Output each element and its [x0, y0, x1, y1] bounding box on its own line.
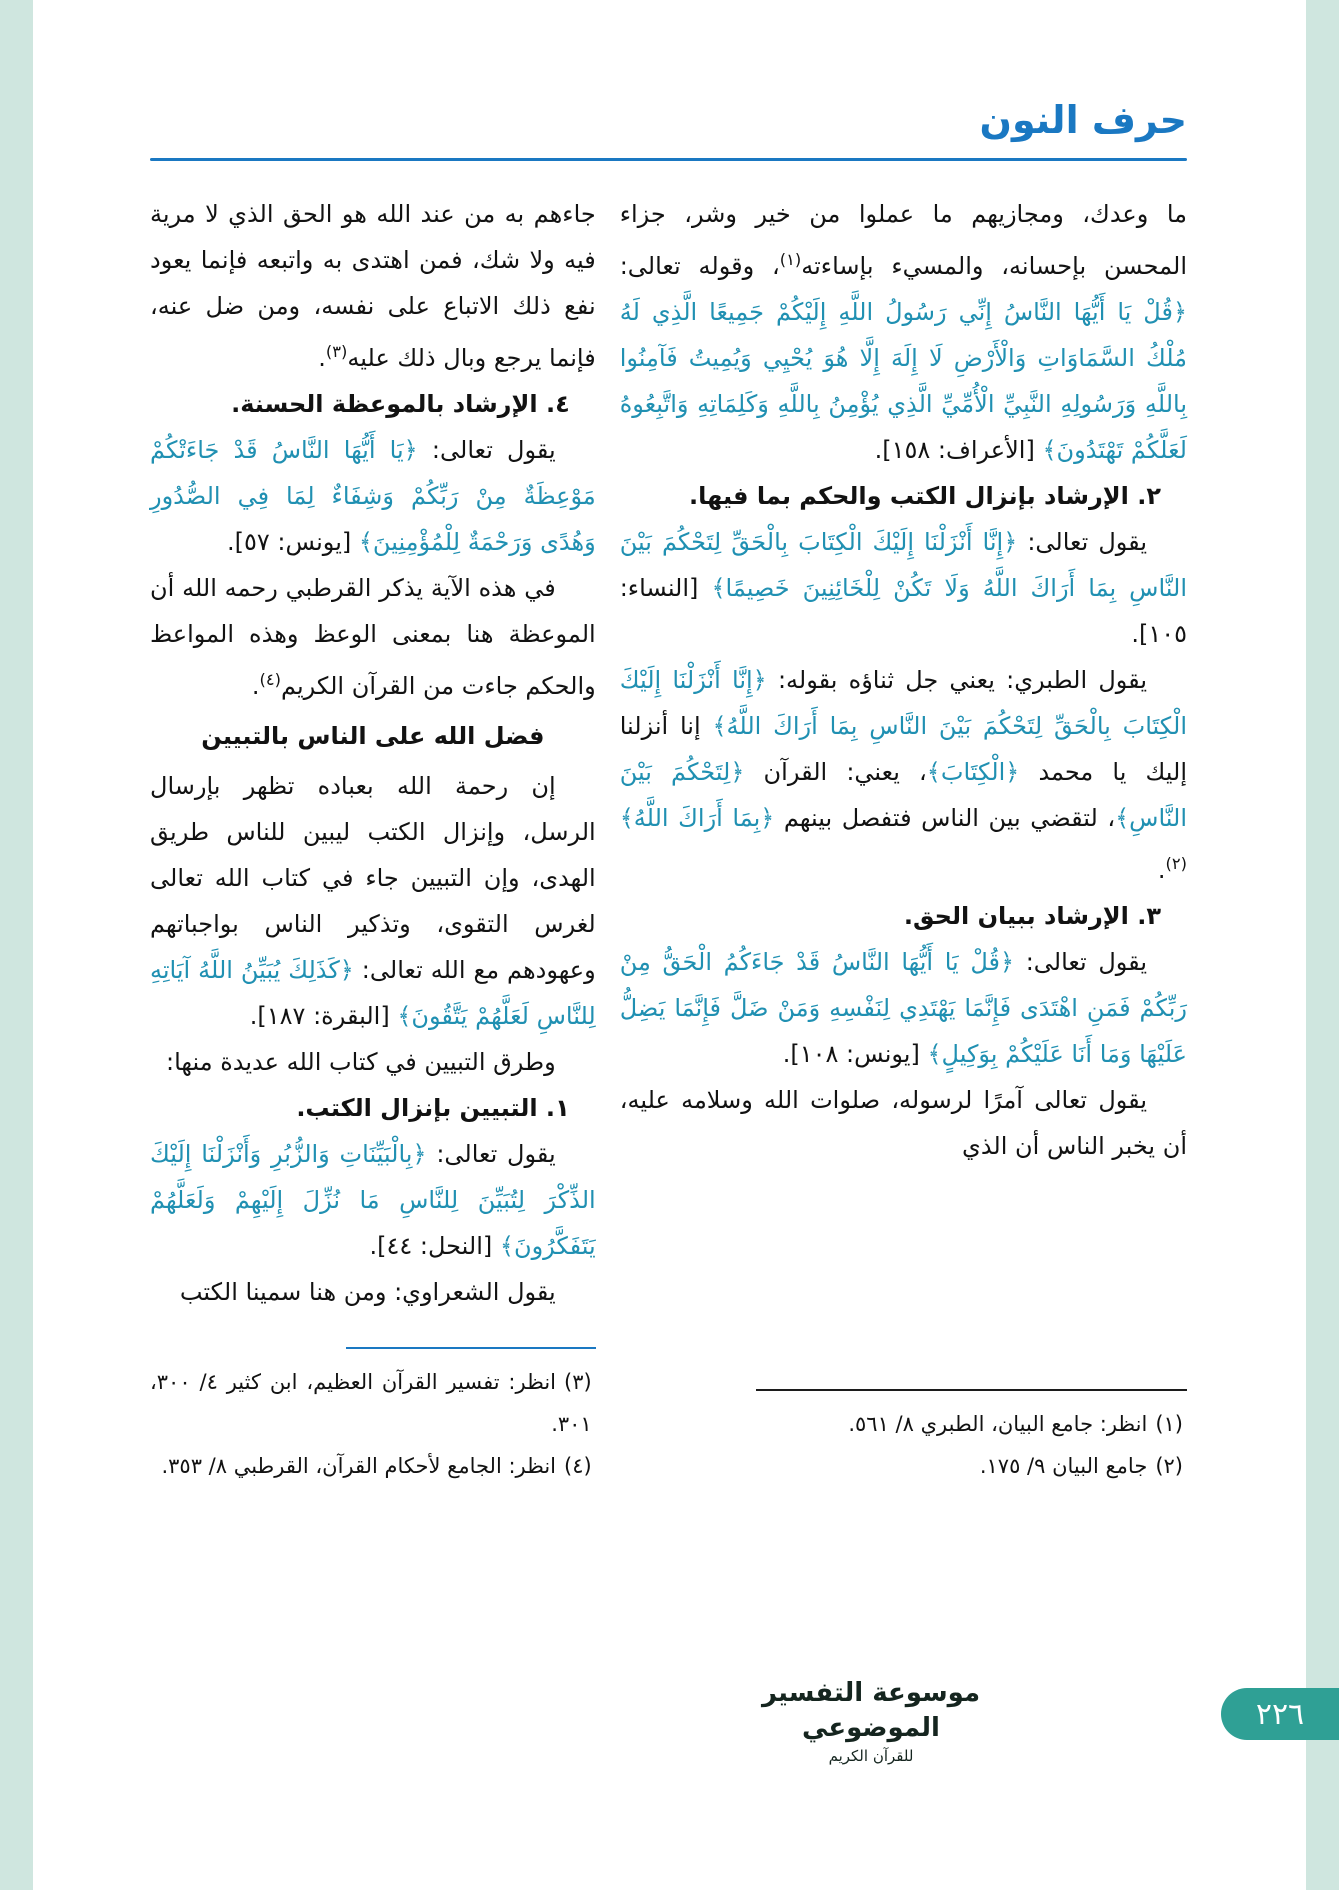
- publisher-logo: [721, 1676, 1021, 1767]
- body-text: يقول تعالى:: [417, 435, 556, 464]
- body-text: في هذه الآية يذكر القرطبي رحمه الله أن الموعظة هنا بمعنى الوعظ وهذه المواعظ والحكم جاءت من القرآن الكريم: [150, 573, 596, 700]
- paragraph: [150, 1039, 596, 1085]
- quran-verse: ﴿بِالْبَيِّنَاتِ وَالزُّبُرِ وَأَنْزَلْنَا إِلَيْكَ الذِّكْرَ لِتُبَيِّنَ لِلنَّاسِ مَا نُزِّلَ إِلَيْهِمْ وَلَعَلَّهُمْ يَتَفَكَّرُونَ﴾: [150, 1139, 596, 1260]
- page-number-badge: ٢٢٦: [1221, 1688, 1339, 1740]
- quran-verse: ﴿إِنَّا أَنْزَلْنَا إِلَيْكَ الْكِتَابَ بِالْحَقِّ لِتَحْكُمَ بَيْنَ النَّاسِ بِمَا أَرَاكَ اللَّهُ﴾: [619, 665, 1188, 740]
- quran-verse: ﴿إِنَّا أَنْزَلْنَا إِلَيْكَ الْكِتَابَ بِالْحَقِّ لِتَحْكُمَ بَيْنَ النَّاسِ بِمَا أَرَاكَ اللَّهُ وَلَا تَكُنْ لِلْخَائِنِينَ خَصِيمًا﴾: [619, 527, 1187, 602]
- body-text: يقول تعالى:: [426, 1139, 556, 1168]
- two-column-text: [150, 191, 1187, 1487]
- body-text: يقول الشعراوي: ومن هنا سمينا الكتب: [179, 1277, 556, 1306]
- column-right: [620, 191, 1187, 1487]
- paragraph: [150, 191, 596, 381]
- column-left-footnotes: [150, 1339, 596, 1487]
- footnote-text: انظر: الجامع لأحكام القرآن، القرطبي ٨/ ٣٥٣.: [161, 1453, 557, 1478]
- body-text: يقول تعالى آمرًا لرسوله، صلوات الله وسلامه عليه، أن يخبر الناس أن الذي: [619, 1085, 1187, 1160]
- column-right-paragraphs: [620, 191, 1187, 1169]
- body-text: ٣. الإرشاد ببيان الحق.: [903, 901, 1161, 930]
- footnote: [620, 1403, 1187, 1445]
- quran-verse: ﴿الْكِتَابَ﴾: [926, 757, 1020, 786]
- header-divider: [150, 158, 1187, 161]
- body-text: .: [318, 343, 326, 372]
- footnote-marker: (٣): [325, 341, 348, 361]
- paragraph: [620, 1077, 1187, 1169]
- paragraph: [150, 763, 596, 1039]
- section-heading: [150, 381, 596, 427]
- body-text: ، يعني: القرآن: [744, 757, 927, 786]
- footnote-text: انظر: جامع البيان، الطبري ٨/ ٥٦١.: [848, 1411, 1148, 1436]
- quran-verse: ﴿بِمَا أَرَاكَ اللَّهُ﴾: [619, 803, 775, 832]
- footnote-list-left: [150, 1361, 596, 1487]
- body-text: فضل الله على الناس بالتبيين: [201, 721, 545, 750]
- paragraph: [150, 565, 596, 709]
- paragraph: [620, 657, 1187, 893]
- verse-reference: [يونس: ١٠٨].: [782, 1039, 920, 1068]
- logo-subtitle: للقرآن الكريم: [828, 1747, 914, 1766]
- verse-reference: [يونس: ٥٧].: [227, 527, 352, 556]
- quran-verse: ﴿قُلْ يَا أَيُّهَا النَّاسُ إِنِّي رَسُولُ اللَّهِ إِلَيْكُمْ جَمِيعًا الَّذِي لَهُ مُلْكُ السَّمَاوَاتِ وَالْأَرْضِ لَا إِلَهَ إِلَّا هُوَ يُحْيِي وَيُمِيتُ فَآمِنُوا بِاللَّهِ وَرَسُولِهِ النَّبِيِّ الْأُمِّيِّ الَّذِي يُؤْمِنُ بِاللَّهِ وَكَلِمَاتِهِ وَاتَّبِعُوهُ لَعَلَّكُمْ تَهْتَدُونَ﴾: [619, 297, 1187, 464]
- body-text: ، وقوله تعالى:: [619, 251, 780, 280]
- section-heading: [620, 473, 1187, 519]
- body-text: ١. التبيين بإنزال الكتب.: [296, 1093, 570, 1122]
- footnote-number: (٣): [564, 1369, 592, 1394]
- paragraph: [150, 1269, 596, 1315]
- body-text: يقول تعالى:: [1014, 947, 1147, 976]
- column-left-paragraphs: [150, 191, 596, 1315]
- section-heading: [150, 1085, 596, 1131]
- footnote-number: (١): [1155, 1411, 1183, 1436]
- body-text: يقول الطبري: يعني جل ثناؤه بقوله:: [766, 665, 1147, 694]
- footnote-marker: (١): [779, 249, 802, 269]
- quran-verse: ﴿لِتَحْكُمَ بَيْنَ النَّاسِ﴾: [619, 757, 1187, 832]
- verse-reference: [الأعراف: ١٥٨].: [874, 435, 1035, 464]
- body-text: .: [251, 671, 260, 700]
- logo-title: موسوعة التفسير الموضوعي: [761, 1678, 981, 1744]
- footnote-marker: (٤): [259, 669, 281, 689]
- body-text: جاءهم به من عند الله هو الحق الذي لا مرية فيه ولا شك، فمن اهتدى به واتبعه فإنما يعود نفع ذلك الاتباع على نفسه، ومن ضل عنه، فإنما يرجع وبال ذلك عليه: [150, 199, 596, 372]
- footnote-marker: (٢): [1165, 853, 1187, 873]
- body-text: ٤. الإرشاد بالموعظة الحسنة.: [231, 389, 570, 418]
- body-text: وطرق التبيين في كتاب الله عديدة منها:: [166, 1047, 556, 1076]
- footnote: [150, 1445, 596, 1487]
- paragraph: [150, 1131, 596, 1269]
- paragraph: [150, 427, 596, 565]
- paragraph: [620, 191, 1187, 473]
- body-text: .: [1157, 855, 1166, 884]
- body-text: ، لتقضي بين الناس فتفصل بينهم: [774, 803, 1116, 832]
- footnote-list-right: [620, 1403, 1187, 1487]
- footnote: [620, 1445, 1187, 1487]
- body-text: إن رحمة الله بعباده تظهر بإرسال الرسل، وإنزال الكتب ليبين للناس طريق الهدى، وإن التبيين جاء في كتاب الله تعالى لغرس التقوى، وتذكير الناس بواجباتهم وعهودهم مع الله تعالى:: [150, 771, 596, 984]
- section-heading: [620, 893, 1187, 939]
- page-header: [150, 98, 1187, 144]
- column-right-footnotes: [620, 1381, 1187, 1487]
- body-text: ما وعدك، ومجازيهم ما عملوا من خير وشر، جزاء المحسن بإحسانه، والمسيء بإساءته: [619, 199, 1187, 280]
- footnote-divider-right: [756, 1389, 1187, 1391]
- verse-reference: [النساء: ١٠٥].: [619, 573, 1187, 648]
- verse-reference: [النحل: ٤٤].: [369, 1231, 493, 1260]
- paragraph: [620, 939, 1187, 1077]
- quran-verse: ﴿يَا أَيُّهَا النَّاسُ قَدْ جَاءَتْكُمْ مَوْعِظَةٌ مِنْ رَبِّكُمْ وَشِفَاءٌ لِمَا فِي الصُّدُورِ وَهُدًى وَرَحْمَةٌ لِلْمُؤْمِنِينَ﴾: [150, 435, 596, 556]
- verse-reference: [البقرة: ١٨٧].: [249, 1001, 390, 1030]
- footnote: [150, 1361, 596, 1445]
- footnote-text: انظر: تفسير القرآن العظيم، ابن كثير ٤/ ٣٠٠، ٣٠١.: [150, 1369, 592, 1436]
- centered-heading: [150, 713, 596, 759]
- footnote-text: جامع البيان ٩/ ١٧٥.: [979, 1453, 1148, 1478]
- body-text: إنا أنزلنا إليك يا محمد: [619, 711, 1187, 786]
- chapter-title: حرف النون: [979, 98, 1187, 142]
- footnote-number: (٤): [564, 1453, 592, 1478]
- quran-verse: ﴿كَذَلِكَ يُبَيِّنُ اللَّهُ آيَاتِهِ لِلنَّاسِ لَعَلَّهُمْ يَتَّقُونَ﴾: [150, 955, 596, 1030]
- footnote-number: (٢): [1155, 1453, 1183, 1478]
- body-text: ٢. الإرشاد بإنزال الكتب والحكم بما فيها.: [689, 481, 1161, 510]
- body-text: يقول تعالى:: [1017, 527, 1147, 556]
- paragraph: [620, 519, 1187, 657]
- quran-verse: ﴿قُلْ يَا أَيُّهَا النَّاسُ قَدْ جَاءَكُمُ الْحَقُّ مِنْ رَبِّكُمْ فَمَنِ اهْتَدَى فَإِنَّمَا يَهْتَدِي لِنَفْسِهِ وَمَنْ ضَلَّ فَإِنَّمَا يَضِلُّ عَلَيْهَا وَمَا أَنَا عَلَيْكُمْ بِوَكِيلٍ﴾: [619, 947, 1187, 1068]
- column-left: [150, 191, 596, 1487]
- footnote-divider-left: [346, 1347, 596, 1349]
